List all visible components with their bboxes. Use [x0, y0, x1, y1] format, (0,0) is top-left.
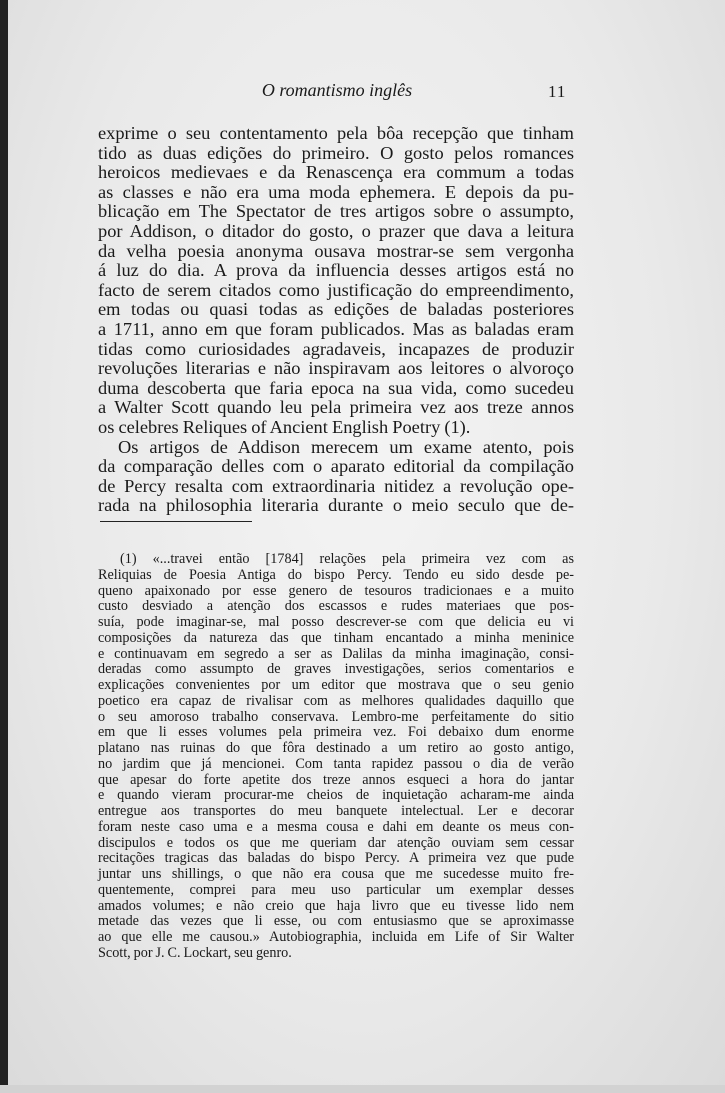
footnote-line: foram neste caso uma e a mesma cousa e dahi em deante os meus con- — [98, 818, 574, 835]
text-line: blicação em The Spectator de tres artigos sobre o assumpto, — [98, 201, 574, 222]
footnote-line: o seu amoroso trabalho conservava. Lembro-me perfeitamente do sitio — [98, 708, 574, 725]
text-line: a Walter Scott quando leu pela primeira vez aos treze annos — [98, 397, 574, 418]
footnote-line: quentemente, comprei para meu uso particular um exemplar desses — [98, 881, 574, 898]
text-line: exprime o seu contentamento pela bôa recepção que tinham — [98, 123, 574, 143]
text-line: duma descoberta que faria epoca na sua vida, como sucedeu — [98, 377, 574, 398]
running-head: O romantismo inglês — [261, 80, 413, 100]
text-line: rada na philosophia literaria durante o meio seculo que de- — [98, 495, 574, 516]
footnote-line: suía, pode imaginar-se, mal posso descrever-se com que delicia eu vi — [98, 614, 574, 630]
text-line: tido as duas edições do primeiro. O gosto pelos romances — [98, 142, 574, 163]
footnote-line: explicações convenientes por um editor que mostrava que o seu genio — [98, 677, 574, 693]
text-line: os celebres Reliques of Ancient English Poetry (1). — [98, 416, 471, 437]
text-line: em todas ou quasi todas as edições de baladas posteriores — [98, 299, 574, 320]
footnote-line: Reliquias de Poesia Antiga do bispo Percy. Tendo eu sido desde pe- — [98, 566, 574, 583]
footnote-line: em que li esses volumes pela primeira vez. Foi debaixo dum enorme — [98, 724, 574, 741]
footnote-line: metade das vezes que li esse, ou com entusiasmo que se aproximasse — [98, 913, 574, 930]
footnote-line: e continuavam em segredo a ser as Dalilas da minha imaginação, consi- — [98, 645, 574, 662]
footnote-line: platano nas ruinas do que fôra destinado a um retiro ao gosto antigo, — [98, 740, 574, 756]
footnote-line: e quando vieram procurar-me cheios de inquietação acharam-me ainda — [98, 787, 574, 804]
footnote-line: no jardim que já mencionei. Com tanta rapidez passou o dia de verão — [98, 755, 574, 772]
footnote-line: queno apaixonado por esse genero de tesouros tradicionaes e a muito — [98, 582, 574, 599]
footnote-line: que apesar do forte apetite dos treze annos esqueci a hora do jantar — [98, 771, 574, 788]
text-line: as classes e não era uma moda ephemera. E depois da pu- — [98, 181, 574, 202]
footnote-line: ao que elle me causou.» Autobiographia, incluida em Life of Sir Walter — [98, 929, 574, 945]
footnote-line: deradas como assumpto de graves investigações, serios comentarios e — [98, 661, 574, 678]
footnote-line: amados volumes; e não creio que haja livro que eu tivesse lido nem — [98, 897, 574, 914]
footnote-line: discipulos e todos os que me queriam dar atenção ouviam sem cessar — [98, 834, 574, 851]
text-line: á luz do dia. A prova da influencia desses artigos está no — [98, 260, 574, 281]
footnote-line: poetico era capaz de rivalisar com as melhores qualidades daquillo que — [98, 692, 574, 709]
text-line: de Percy resalta com extraordinaria nitidez a revolução ope- — [98, 475, 574, 496]
footnote-line: custo desviado a atenção dos escassos e rudes materiaes que pos- — [98, 598, 574, 615]
footnote-rule — [100, 521, 252, 522]
page-bottom-edge — [0, 1085, 725, 1093]
footnote-line: entregue aos transportes do meu banquete intelectual. Ler e decorar — [98, 803, 574, 819]
text-line: da comparação delles com o aparato editorial da compilação — [98, 456, 574, 477]
footnote — [98, 552, 574, 962]
main-text — [98, 124, 574, 516]
binding-edge — [0, 0, 8, 1093]
footnote-line: (1) «...travei então [1784] relações pela primeira vez com as — [120, 551, 574, 567]
text-line: da velha poesia anonyma ousava mostrar-se sem vergonha — [98, 240, 574, 261]
footnote-line: composições da natureza das que tinham encantado a minha meninice — [98, 629, 574, 646]
footnote-line: recitações tragicas das baladas do bispo Percy. A primeira vez que pude — [98, 850, 574, 867]
text-line: tidas como curiosidades agradaveis, incapazes de produzir — [98, 338, 574, 359]
text-line: facto de serem citados como justificação do empreendimento, — [98, 279, 574, 300]
text-line: a 1711, anno em que foram publicados. Mas as baladas eram — [98, 318, 574, 339]
text-line: heroicos medievaes e da Renascença era commum a todas — [98, 162, 574, 183]
text-line: Os artigos de Addison merecem um exame atento, pois — [118, 436, 574, 457]
text-line: revoluções literarias e não inspiravam aos leitores o alvoroço — [98, 358, 574, 379]
text-line: por Addison, o ditador do gosto, o prazer que dava a leitura — [98, 220, 574, 241]
page-number: 11 — [548, 82, 567, 101]
footnote-line: juntar uns shillings, o que não era cousa que me sucedesse muito fre- — [98, 866, 574, 882]
footnote-line: Scott, por J. C. Lockart, seu genro. — [98, 944, 292, 961]
